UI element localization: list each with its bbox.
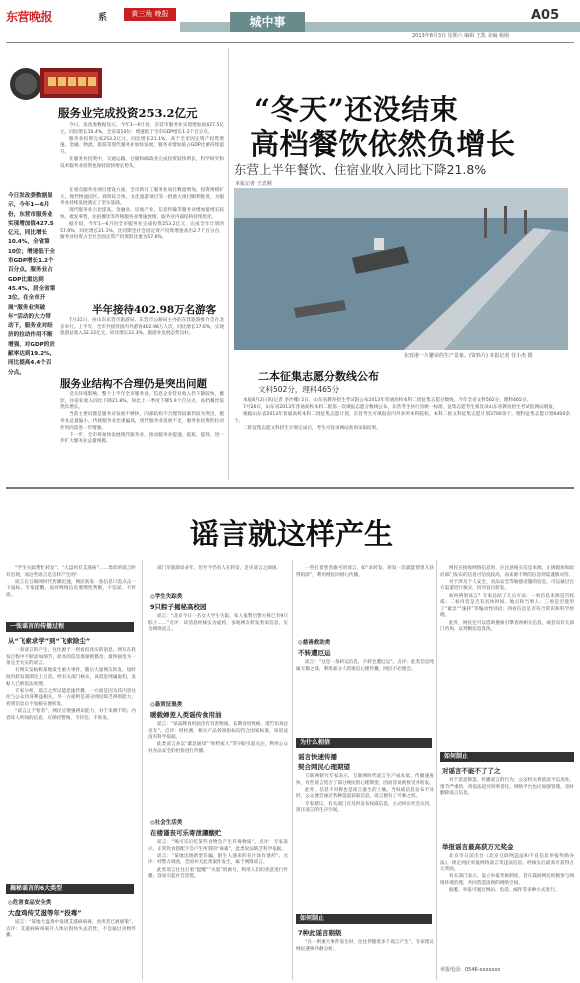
col3-subhead-5: 7种此谣言剔级 bbox=[298, 929, 342, 937]
exam-subtitle: 文科502分，理科465分 bbox=[258, 385, 340, 394]
col3-body-2: 互联网研究专家表示，互联网时代谣言生产成本低、传播速度快，有些谣言契合了部分网民的心理期望，因而容易被接受并转发。 此外，信息不对称也是谣言滋生的土壤。当权威信息发布不及时，公众便会通过各种渠道获取信息，谣言便有了可乘之机。 专家建议，有关部门应及时发布权威信息，主动回应社会关切，挤压谣言的生存空间。 bbox=[296, 774, 434, 814]
col3-intro: 一些打着慈善旗号的谣言，如“求转发，转发一次就能帮患儿获得捐款”，利用网民同情心传播。 bbox=[296, 566, 434, 578]
col3-box-2: 如何制止 bbox=[296, 914, 432, 924]
col4-contact: 举报电话：0546-xxxxxxx bbox=[440, 967, 501, 973]
col2-subhead-3: ◎悬赏征集类 bbox=[150, 702, 183, 708]
bottom-headline: 谣言就这样产生 bbox=[190, 517, 394, 551]
col1-subhead-1: 从“飞索求学”到“飞索除尘” bbox=[8, 637, 91, 645]
col2-body-2: 谣言：“某品牌食用油含有有害物质，长期食用致癌，请告知身边亲友”。点评：经检测，相关产品各项指标均符合国家标准，该说法没有科学依据。 此类谣言多以“紧急通知”“转给家人”等字眼引起关注，利用公众对食品安全的担忧进行传播。 bbox=[148, 722, 289, 754]
col2-subhead-4: 暖载婦差人类谣传食用油 bbox=[150, 711, 222, 719]
col1-body-2: 谣言：“某地大盘鸡中发现艾滋病病毒，食用者已被感染”。点评：艾滋病病毒离开人体后很快失去活性，不会通过食物传播。 bbox=[6, 920, 136, 939]
section-title: 城中事 bbox=[230, 12, 305, 32]
series-label: 系 bbox=[98, 13, 108, 23]
col2-intro: 部门早就辟谣多年，但至今仍有人在转发，足见谣言之顽固。 bbox=[157, 566, 282, 571]
col1-subhead-3: 大盘鸡传艾滋等年“投毒” bbox=[8, 909, 82, 917]
col1-body: 一条谣言的产生，往往源于一则看似真实的消息。网友在转发过程中不断添加细节，原本的信息逐渐被篡改，最终演变为一条完全失实的谣言。 有网友发帖称某地发生重大事件，随后大量网友转发，短时间内转发量即达上万次。经有关部门核实，该消息纯属虚构，发帖人已被依法处理。 专家分析，谣言之所以能迅速传播，一方面是因为其内容往往与公众切身利益相关，另一方面则是部分网民缺乏辨别能力，看到信息后不加核实便转发。 “谣言止于智者”，网民应增强辨识能力，对于来源不明、内容耸人听闻的信息，应保持警惕，不轻信、不转发。 bbox=[6, 648, 136, 721]
col3-subhead-2: 不转遭厄运 bbox=[298, 649, 331, 657]
exam-body: 本报8月2日讯(记者 李沙娜) 2日，山东省教育招生考试院公布2013年普通高校本科二批征集志愿分数线，今年全省文科502分，理科465分。 7月26日，山东省2013年普通高校本科二批第一次填报志愿分数线公布，东营考生执行省统一标准，征集志愿考生须登录山东省教育招生考试院网站填报。 根据山东省2013年普通高校本科二批征集志愿计划，东营考生可填报省内外多所本科院校。本科二批文科征集志愿计划3700余个，理科征集志愿计划6400余个。 二批征集志愿文科招生计划完成后，考生可登录网站查询录取结果。 bbox=[234, 398, 570, 432]
col1-lead: “学生失踪帮忙转发”、“大盘鸡有艾滋病”……类似的谣言时有出现，而这些谣言是怎样产生的？ 谣言在互联网时代传播迅速，网民转发一条信息只需点击一下鼠标。专家提醒，面对网络信息要理性判断，不信谣、不传谣。 bbox=[6, 566, 136, 598]
col2-body-1: 谣言：“北京今日一名女大学生失踪，家人报警后警方称已有9只粽子……”点评：该消息经核实为虚构，多地网友转发类似信息，实为网络谣言。 bbox=[148, 614, 288, 633]
header-divider bbox=[6, 42, 574, 43]
exam-paragraph-1: 本报8月2日讯(记者 李沙娜) 2日，山东省教育招生考试院公布2013年普通高校本科二批征集志愿分数线，今年全省文科502分，理科465分。 bbox=[243, 398, 531, 403]
page-number: A05 bbox=[531, 8, 560, 23]
col3-body-3: “在一则重大事件发生时，往往伴随着多个谣言产生”，专家建议网民遇事冷静分析。 bbox=[296, 940, 434, 952]
col1-lead-text: “学生失踪帮忙转发”、“大盘鸡有艾滋病”……类似的谣言时有出现，而这些谣言是怎样产生的？ bbox=[6, 566, 136, 578]
series-box: 黄三角 晚报 bbox=[124, 8, 176, 21]
sidebar-summary: 今日发改委数据显示，今年1—6月份，东营市服务业实现增加值427.5亿元，同比增长10.4%，全省第10位；增速低于全市GDP增长1.2个百分点。服务业占GDP比重达到45.4%，居全省第3位。在全市开展“服务业突破年”活动的大力带动下，服务业对经济的拉动作用不断增强，对GDP的贡献率达到19.2%，同比提高4.4个百分点。 bbox=[8, 193, 56, 376]
dateline: 2013年8月3日 星期六 编辑 王凯 美编 杨刚 bbox=[412, 33, 510, 39]
article-lead: 今日，发改委数据显示，今年1—6月份，东营市服务业实现增加值427.5亿元，同比增长10.4%，全省第10位；增速低于全市GDP增长1.2个百分点。 bbox=[60, 123, 224, 135]
article-body-tourism: 7月31日，由山东东营市旅游局、东营市公路局主办的东营旅游推介会在北京举行。上半年，全市共接待国内外游客402.98万人次，同比增长17.6%，实现旅游总收入32.22亿元，同比增长22.3%，旅游业发展态势良好。 bbox=[60, 318, 224, 337]
col4-body-2: 对于恶意制造、传播谣言的行为，公安机关将依法予以查处。情节严重的，将依法追究刑事责任。网络平台也应加强管理，及时删除谣言信息。 bbox=[440, 778, 574, 797]
col3-box-1: 为什么相信 bbox=[296, 738, 432, 748]
column-divider bbox=[228, 48, 229, 480]
col4-subhead-1: 对谣言不能不了了之 bbox=[442, 767, 501, 775]
col1-box-1: 一张谣言的传播过程 bbox=[6, 622, 134, 632]
exam-paragraph-2: 7月26日，山东省2013年普通高校本科二批第一次填报志愿分数线公布，东营考生执行省统一标准，征集志愿考生须登录山东省教育招生考试院网站填报。 bbox=[243, 405, 558, 411]
main-headline-2: 高档餐饮依然负增长 bbox=[250, 127, 516, 161]
article-title-investment: 服务业完成投资253.2亿元 bbox=[58, 106, 198, 120]
article-title-structure: 服务业结构不合理仍是突出问题 bbox=[60, 378, 207, 390]
article-body-investment-2: 在重点服务业项目建设方面，全市新开工服务业项目数量增加，投资规模扩大。现代物流园区、商贸综合体、文化旅游项目等一批重大项目顺利推进，为服务业持续发展奠定了坚实基础。 现代服务业占比提高。金融业、房地产业、信息传输等服务业增加值增长较快，批发零售、住宿餐饮等传统服务业增速放缓，服务业内部结构持续优化。 据介绍，今年1—6月份全市服务业完成投资253.2亿元，完成全年计划的57.9%，同比增长21.1%，比同期全社会固定资产投资增速高出2.7个百分点，服务业投资占全社会固定资产投资的比重为57.6%。 bbox=[60, 188, 224, 241]
col3-subhead-1: ◎慈善救助类 bbox=[298, 640, 331, 646]
newspaper-logo: 东营晚报 bbox=[6, 10, 53, 24]
col1-subhead-2: ◎危害食品安全类 bbox=[8, 900, 52, 906]
col4-box-1: 如何制止 bbox=[440, 752, 574, 762]
col2-subhead-6: 在楼谨丧可乐寄泄讓酸贮 bbox=[150, 829, 222, 837]
exam-paragraph-3: 二批征集志愿文科招生计划完成后，考生可登录网站查询录取结果。 bbox=[243, 426, 381, 432]
coin-illustration bbox=[6, 48, 106, 110]
col2-subhead-2: 9只粽子揭秘高校园 bbox=[150, 603, 207, 611]
col3-subhead-3: 谣言快速传播 bbox=[298, 753, 337, 761]
exam-title: 二本征集志愿分数线公布 bbox=[258, 370, 379, 383]
col2-subhead-1: ◎学生失踪类 bbox=[150, 594, 183, 600]
page-header bbox=[0, 0, 580, 44]
col4-body-1: 网民在接收网络信息时，应注意核实信息来源。正规媒体和政府部门发布的信息可信度较高，而来源不明的信息则需谨慎对待。 对于涉及个人安全、食品安全等敏感话题的信息，可以通过官方渠道进行核实，切勿盲目转发。 如何辨别谣言？专家总结了几点方法：一看信息来源是否权威；二看内容是否有具体时间、地点和当事人；三看是否使用了“紧急”“速转”等煽动性词语；四看信息是否符合常识和科学原理。 此外，网民还可以借助搜索引擎查询相关信息，或者向有关部门咨询，以判断信息真伪。 bbox=[440, 566, 574, 633]
main-byline: 本报记者 王忠刚 bbox=[235, 181, 272, 187]
col3-body-1: 谣言：“这是一条转运信息，不转会遭厄运”。点评：此类信息纯属无稽之谈，利用部分人的迷信心理传播，网民不必理会。 bbox=[296, 660, 434, 672]
photo-caption: 东营港一片繁荣的生产景象。(资料片) 本报记者 任小杰 摄 bbox=[404, 353, 533, 359]
col4-subhead-2: 举报谣言最高获万元奖金 bbox=[442, 843, 514, 851]
col2-body-3: 谣言：“喝可乐后吃某些食物会产生有毒物质”。点评：专家表示，正常饮食搭配不会产生所谓的“毒素”，此类说法缺乏科学依据。 谣言：“某地出现新型诈骗，陌生人递来的名片涂有迷药”。点评：经警方调查，全国并无此类案件发生，属于网络谣言。 此类谣言往往打着“提醒”“关爱”的旗号，利用人们的善意进行传播，容易引起社会恐慌。 bbox=[148, 840, 288, 880]
bottom-col-divider-2 bbox=[292, 560, 293, 980]
main-headline-1: “冬天”还没结束 bbox=[254, 93, 459, 126]
col3-subhead-4: 契合网民心理期望 bbox=[298, 763, 350, 771]
bottom-col-divider-1 bbox=[142, 560, 143, 980]
section-divider bbox=[6, 487, 574, 489]
main-subhead: 东营上半年餐饮、住宿业收入同比下降21.8% bbox=[234, 162, 487, 177]
col4-body-3: 北京市日前出台《北京互联网违法和不良信息举报奖励办法》，规定网民举报网络谣言等违法信息，经核实后最高可获得万元奖励。 有关部门表示，设立举报奖励制度，旨在鼓励网民积极参与网络环境治理，共同营造清朗的网络空间。 据悉，举报可通过网站、电话、邮件等多种方式进行。 bbox=[440, 854, 574, 894]
article-title-tourism: 半年接待402.98万名游客 bbox=[92, 304, 217, 316]
port-photo bbox=[234, 188, 568, 350]
article-body-structure: 受关环境影响，整个上半年全市服务业、信息企业营业收入仍下降较快，餐饮、住宿业收入同比下降21.8%，同比上一季度下降5.9个百分点，高档餐饮依然负增长。 当前主要问题是服务业发展不够快，内部结构不合理等因素仍较为突出，服务业总量偏小，传统服务业比重偏高，现代服务业发展不足，服务业投资的拉动作用尚需进一步增强。 下一步，全市将加快发展现代服务业，推动服务业提速、提质、提效，进一步扩大服务业总量规模。 bbox=[60, 392, 224, 445]
col2-subhead-5: ◎社会生活类 bbox=[150, 820, 183, 826]
article-body-investment: 今日，发改委数据显示，今年1—6月份，东营市服务业实现增加值427.5亿元，同比增长10.4%，全省第10位；增速低于全市GDP增长1.2个百分点。 服务业投资完成253.2亿元，同比增长21.1%，高于全市固定资产投资增速。金融、物流、旅游等现代服务业加快发展，服务业增加值占GDP比重持续提升。 在服务业投资中，交通运输、仓储和邮政业完成投资较快增长，科学研究和技术服务业投资也保持较快增长势头。 bbox=[60, 123, 224, 169]
col1-box-2: 揭秘谣言的6大类型 bbox=[6, 884, 134, 894]
bottom-col-divider-3 bbox=[436, 560, 437, 980]
